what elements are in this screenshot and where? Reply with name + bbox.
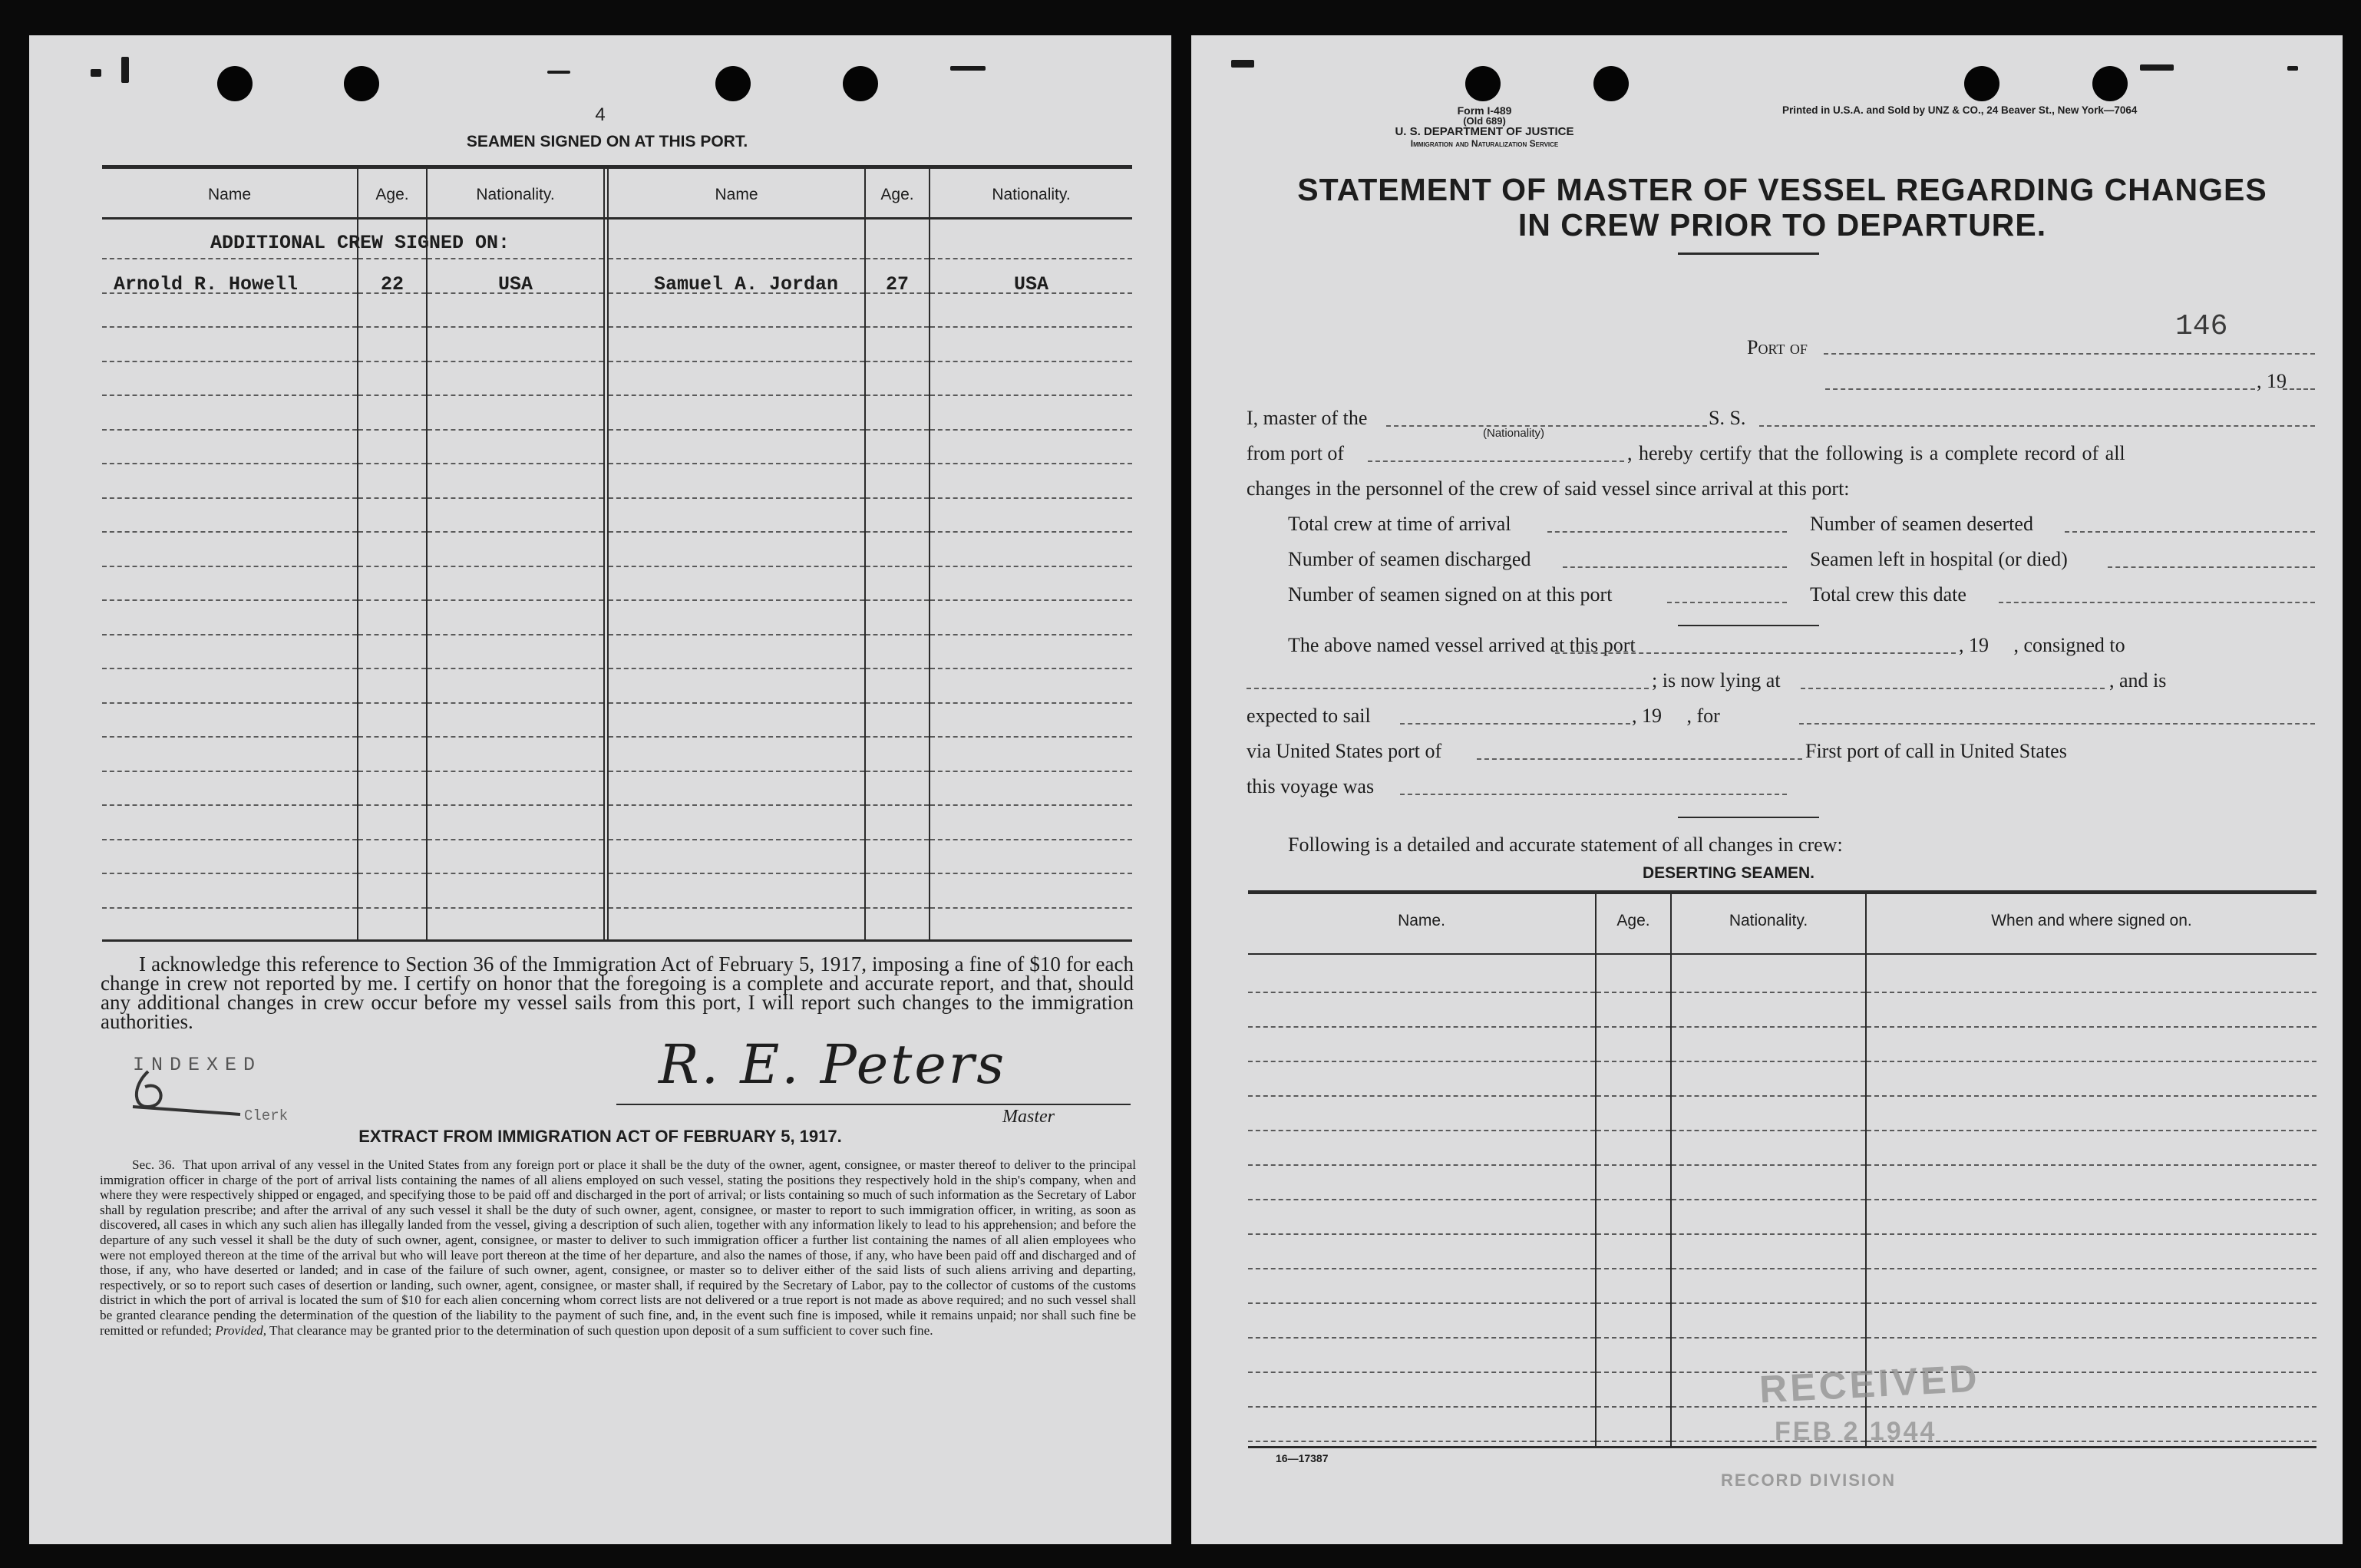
row-line	[930, 599, 1132, 601]
port-of-blank	[1824, 353, 2315, 355]
extract-text	[100, 1157, 1136, 1338]
voyage-underline	[1678, 817, 1819, 818]
row-line	[1672, 1302, 1865, 1304]
row-line	[1672, 1164, 1865, 1166]
row-line	[358, 736, 426, 738]
record-division-stamp: RECORD DIVISION	[1721, 1471, 1897, 1490]
row-line	[1248, 1233, 1595, 1235]
arrived-text: The above named vessel arrived at this port	[1288, 634, 1636, 656]
row-line	[102, 634, 357, 635]
year-blank	[2283, 388, 2315, 390]
row-line	[102, 839, 357, 840]
row-line	[1248, 1164, 1595, 1166]
row-line	[930, 873, 1132, 874]
row-line	[428, 873, 603, 874]
indexed-stamp: INDEXED	[133, 1054, 263, 1076]
port-of-label: Port of	[1747, 336, 1808, 358]
nationality-blank	[1386, 425, 1707, 427]
row-line	[609, 326, 864, 328]
row-line	[1597, 1268, 1670, 1269]
row-line	[1672, 992, 1865, 993]
table-bottom-rule	[102, 939, 1132, 942]
row-line	[358, 804, 426, 806]
row-line	[1248, 1337, 1595, 1339]
row-line	[1248, 1199, 1595, 1200]
scan-speck	[2140, 64, 2174, 71]
row-line	[1248, 1130, 1595, 1131]
row-line	[102, 702, 357, 704]
voyage-text: this voyage was	[1247, 775, 1375, 797]
row-line	[1597, 992, 1670, 993]
printer-note: Printed in U.S.A. and Sold by UNZ & CO., 24 Beaver St., New York—7064	[1782, 104, 2138, 116]
column-header-when-where: When and where signed on.	[1991, 912, 2192, 929]
left-page	[29, 35, 1171, 1544]
nineteen-for: , 19 , for	[1632, 705, 1720, 727]
row-line	[930, 326, 1132, 328]
row-line	[1672, 1026, 1865, 1028]
row-line	[1248, 1268, 1595, 1269]
row-line	[1867, 1337, 2316, 1339]
row-line	[358, 907, 426, 909]
from-port-blank	[1368, 460, 1624, 462]
certify-text: , hereby certify that the following is a complete record of all	[1627, 442, 2125, 464]
column-divider	[603, 167, 605, 941]
row-line	[866, 326, 929, 328]
row-line	[428, 463, 603, 464]
footer-code: 16—17387	[1276, 1452, 1329, 1464]
row-line	[1867, 1164, 2316, 1166]
row-line	[358, 361, 426, 362]
row-line	[930, 702, 1132, 704]
column-divider	[1670, 893, 1672, 1448]
form-number: Form I-489	[1457, 104, 1512, 117]
extract-title: EXTRACT FROM IMMIGRATION ACT OF FEBRUARY 5, 1917.	[358, 1127, 842, 1146]
punch-hole	[1593, 66, 1629, 101]
row-line	[1597, 1095, 1670, 1097]
clerk-initials	[117, 1064, 271, 1117]
row-line	[102, 326, 357, 328]
vessel-name-blank	[1759, 425, 2315, 427]
column-header-nationality: Nationality.	[476, 186, 555, 203]
row-line	[1867, 1406, 2316, 1408]
signature: R. E. Peters	[659, 1033, 1007, 1096]
row-line	[1597, 1406, 1670, 1408]
row-line	[1867, 1268, 2316, 1269]
row-line	[609, 429, 864, 431]
punch-hole	[1964, 66, 1999, 101]
row-line	[930, 736, 1132, 738]
row-line	[358, 873, 426, 874]
seamen-hospital: Seamen left in hospital (or died)	[1810, 548, 2068, 570]
row-line	[428, 668, 603, 669]
punch-hole	[344, 66, 379, 101]
row-line	[1248, 1026, 1595, 1028]
row-line	[609, 361, 864, 362]
row-line	[930, 361, 1132, 362]
column-header-nationality: Nationality.	[1729, 912, 1808, 929]
row-line	[428, 702, 603, 704]
row-line	[428, 531, 603, 533]
old-form-number: (Old 689)	[1463, 115, 1506, 127]
row-line	[1597, 1164, 1670, 1166]
service: Immigration and Naturalization Service	[1410, 138, 1559, 149]
row-line	[930, 634, 1132, 635]
row-line	[358, 463, 426, 464]
row-line	[1867, 1095, 2316, 1097]
crew-age: 27	[885, 273, 909, 295]
row-line	[102, 771, 357, 772]
row-line	[866, 907, 929, 909]
row-line	[358, 497, 426, 499]
row-line	[428, 497, 603, 499]
row-line	[358, 566, 426, 567]
row-line	[102, 394, 357, 396]
voyage-blank	[1400, 794, 1787, 795]
row-line	[358, 771, 426, 772]
row-line	[1867, 1302, 2316, 1304]
row-line	[428, 326, 603, 328]
row-line	[930, 531, 1132, 533]
via-blank	[1477, 758, 1802, 760]
row-line	[358, 839, 426, 840]
form-title-line1: STATEMENT OF MASTER OF VESSEL REGARDING CHANGES	[1297, 172, 2267, 207]
row-line	[1867, 1130, 2316, 1131]
row-line	[930, 771, 1132, 772]
row-line	[428, 361, 603, 362]
row-line	[609, 599, 864, 601]
total-crew-arrival-blank	[1547, 531, 1787, 533]
seamen-deserted-blank	[2065, 531, 2315, 533]
column-header-name: Name	[715, 186, 758, 203]
row-line	[102, 361, 357, 362]
row-line	[866, 497, 929, 499]
row-line	[1597, 1026, 1670, 1028]
row-line	[358, 429, 426, 431]
column-header-age: Age.	[375, 186, 409, 203]
row-line	[1248, 992, 1595, 993]
ss-label: S. S.	[1709, 407, 1746, 429]
scan-speck	[121, 57, 129, 83]
row-line	[358, 634, 426, 635]
row-line	[102, 566, 357, 567]
row-line	[102, 497, 357, 499]
row-line	[930, 258, 1132, 259]
row-line	[358, 258, 426, 259]
master-of-the: I, master of the	[1247, 407, 1368, 429]
form-title-line2: IN CREW PRIOR TO DEPARTURE.	[1517, 207, 2047, 243]
table-header-rule	[102, 217, 1132, 220]
seamen-signed-on-blank	[1667, 602, 1787, 603]
row-line	[1672, 1061, 1865, 1062]
signature-line	[616, 1104, 1131, 1105]
date-blank	[1825, 388, 2255, 390]
row-line	[1597, 1441, 1670, 1442]
row-line	[1597, 1130, 1670, 1131]
via-text: via United States port of	[1247, 740, 1442, 762]
row-line	[866, 394, 929, 396]
row-line	[609, 702, 864, 704]
destination-blank	[1799, 723, 2315, 725]
extract-end: That clearance may be granted prior to the determination of such question upon deposit of a sum sufficient to cover such fine.	[269, 1322, 933, 1338]
row-line	[428, 429, 603, 431]
row-line	[1597, 1199, 1670, 1200]
row-line	[1672, 1199, 1865, 1200]
row-line	[866, 668, 929, 669]
row-line	[1867, 1199, 2316, 1200]
total-crew-date: Total crew this date	[1810, 583, 1966, 606]
row-line	[1597, 1372, 1670, 1373]
row-line	[930, 429, 1132, 431]
first-port-text: First port of call in United States	[1805, 740, 2067, 762]
row-line	[358, 668, 426, 669]
row-line	[1672, 1130, 1865, 1131]
following-text: Following is a detailed and accurate statement of all changes in crew:	[1288, 834, 1843, 856]
row-line	[1867, 1233, 2316, 1235]
row-line	[930, 839, 1132, 840]
row-line	[1597, 1302, 1670, 1304]
row-line	[609, 463, 864, 464]
column-header-name: Name.	[1398, 912, 1445, 929]
row-line	[358, 599, 426, 601]
row-line	[1672, 1337, 1865, 1339]
row-line	[609, 668, 864, 669]
column-header-name: Name	[207, 186, 252, 203]
row-line	[102, 599, 357, 601]
row-line	[428, 394, 603, 396]
row-line	[1867, 992, 2316, 993]
row-line	[866, 566, 929, 567]
row-line	[102, 429, 357, 431]
seamen-discharged: Number of seamen discharged	[1288, 548, 1531, 570]
column-header-age: Age.	[1616, 912, 1650, 929]
row-line	[358, 326, 426, 328]
punch-hole	[2092, 66, 2128, 101]
row-line	[866, 429, 929, 431]
title-underline	[1678, 253, 1819, 255]
scan-speck	[1231, 60, 1254, 68]
punch-hole	[217, 66, 253, 101]
consigned-text: , 19 , consigned to	[1959, 634, 2125, 656]
row-line	[930, 907, 1132, 909]
section-label: Sec. 36.	[132, 1157, 175, 1172]
row-line	[1248, 1095, 1595, 1097]
scan-speck	[547, 71, 570, 74]
row-line	[866, 771, 929, 772]
row-line	[428, 907, 603, 909]
row-line	[609, 258, 864, 259]
punch-hole	[715, 66, 751, 101]
row-line	[930, 463, 1132, 464]
crew-nationality: USA	[1013, 273, 1048, 295]
scan-speck	[950, 66, 986, 71]
row-line	[428, 804, 603, 806]
consignee-blank	[1247, 688, 1649, 689]
row-line	[102, 668, 357, 669]
row-line	[358, 702, 426, 704]
row-line	[102, 531, 357, 533]
row-line	[428, 599, 603, 601]
row-line	[1248, 1302, 1595, 1304]
row-line	[866, 361, 929, 362]
row-line	[1248, 1406, 1595, 1408]
crew-age: 22	[380, 273, 404, 295]
arrived-blank	[1555, 652, 1956, 654]
punch-hole	[843, 66, 878, 101]
row-line	[428, 736, 603, 738]
row-line	[866, 463, 929, 464]
row-line	[609, 804, 864, 806]
row-line	[609, 394, 864, 396]
row-line	[930, 497, 1132, 499]
crew-name: Arnold R. Howell	[114, 273, 299, 295]
column-header-age: Age.	[880, 186, 914, 203]
expected-text: expected to sail	[1247, 705, 1371, 727]
row-line	[1672, 1268, 1865, 1269]
row-line	[609, 771, 864, 772]
sail-date-blank	[1400, 723, 1630, 725]
subheading: ADDITIONAL CREW SIGNED ON:	[210, 232, 510, 254]
row-line	[1672, 1233, 1865, 1235]
master-label: Master	[1002, 1107, 1055, 1127]
page-number: 4	[595, 104, 606, 125]
row-line	[866, 804, 929, 806]
handwritten-number: 146	[2175, 310, 2228, 343]
totals-underline	[1678, 625, 1819, 626]
scan-speck	[2287, 66, 2298, 71]
table-top-rule	[102, 165, 1132, 169]
row-line	[609, 907, 864, 909]
row-line	[102, 804, 357, 806]
row-line	[102, 907, 357, 909]
row-line	[428, 771, 603, 772]
row-line	[358, 531, 426, 533]
row-line	[428, 839, 603, 840]
row-line	[1867, 1026, 2316, 1028]
seamen-deserted: Number of seamen deserted	[1810, 513, 2033, 535]
row-line	[102, 463, 357, 464]
row-line	[1248, 1441, 1595, 1442]
nationality-hint: (Nationality)	[1483, 427, 1545, 440]
punch-hole	[1465, 66, 1501, 101]
table-top-rule	[1248, 890, 2316, 894]
row-line	[1248, 1372, 1595, 1373]
row-line	[609, 873, 864, 874]
row-line	[866, 599, 929, 601]
row-line	[930, 394, 1132, 396]
row-line	[866, 258, 929, 259]
row-line	[609, 497, 864, 499]
row-line	[866, 531, 929, 533]
clerk-stamp: Clerk	[244, 1108, 289, 1124]
right-page	[1191, 35, 2343, 1544]
row-line	[102, 736, 357, 738]
row-line	[1597, 1061, 1670, 1062]
row-line	[930, 668, 1132, 669]
row-line	[866, 634, 929, 635]
row-line	[1597, 1233, 1670, 1235]
table-header-rule	[1248, 953, 2316, 955]
row-line	[609, 839, 864, 840]
department: U. S. DEPARTMENT OF JUSTICE	[1395, 125, 1574, 138]
row-line	[428, 258, 603, 259]
row-line	[866, 702, 929, 704]
changes-text: changes in the personnel of the crew of said vessel since arrival at this port:	[1247, 477, 1850, 500]
total-crew-date-blank	[1999, 602, 2315, 603]
seamen-hospital-blank	[2108, 566, 2315, 568]
row-line	[428, 634, 603, 635]
column-divider	[607, 167, 609, 941]
year-prefix: , 19	[2257, 370, 2287, 392]
row-line	[102, 873, 357, 874]
and-is: , and is	[2109, 669, 2167, 692]
row-line	[1597, 1337, 1670, 1339]
column-divider	[1595, 893, 1597, 1448]
section-title: SEAMEN SIGNED ON AT THIS PORT.	[466, 133, 748, 150]
row-line	[1867, 1061, 2316, 1062]
row-line	[102, 258, 357, 259]
row-line	[609, 566, 864, 567]
crew-nationality: USA	[497, 273, 533, 295]
row-line	[866, 839, 929, 840]
lying-blank	[1801, 688, 2105, 689]
scan-speck	[91, 69, 101, 77]
acknowledgment-text: I acknowledge this reference to Section 36 of the Immigration Act of February 5, 1917, imposing a fine of $10 for each change in crew not reported by me. I certify on honor that the foregoing is a complete and accurate report, and that, should any additional changes in crew occur before my vessel sails from this port, I will report such changes to the immigration authorities.	[101, 952, 1134, 1033]
row-line	[930, 566, 1132, 567]
received-stamp: RECEIVED	[1758, 1356, 1981, 1411]
seamen-signed-on: Number of seamen signed on at this port	[1288, 583, 1613, 606]
provided-label: Provided,	[215, 1322, 267, 1338]
from-port-of: from port of	[1247, 442, 1345, 464]
seamen-discharged-blank	[1563, 566, 1787, 568]
row-line	[358, 394, 426, 396]
row-line	[428, 566, 603, 567]
row-line	[930, 804, 1132, 806]
row-line	[866, 736, 929, 738]
column-header-nationality: Nationality.	[992, 186, 1071, 203]
row-line	[866, 873, 929, 874]
row-line	[1248, 1061, 1595, 1062]
extract-body: That upon arrival of any vessel in the United States from any foreign port or place it shall be the duty of the owner, agent, consignee, or master thereof to deliver to the principal immigration officer in charge of the port of arrival lists containing the names of all aliens employed on such vessel, stating the positions they respectively hold in the ship's company, when and where they were respectively shipped or engaged, and specifying those to be paid off and discharged in the port of arrival; or lists containing so much of such information as the Secretary of Labor shall by regulation prescribe; and after the arrival of any such vessel it shall be the duty of such owner, agent, consignee, or master to report to such immigration officer, in writing, as soon as discovered, all cases in which any such alien has illegally landed from the vessel, giving a description of such alien, together with any information likely to lead to his apprehension; and before the departure of any such vessel it shall be the duty of such owner, agent, consignee, or master to deliver to such immigration officer a further list containing the names of all alien employees who were not employed thereon at the time of the arrival but who will leave port thereon at the time of her departure, and also the names of those, if any, who have been paid off and discharged and of those, if any, who have deserted or landed; and in case of the failure of such owner, agent, consignee, or master so to deliver either of the said lists of such aliens arriving and departing, respectively, or so to report such cases of desertion or landing, such owner, agent, consignee, or master shall, if required by the Secretary of Labor, pay to the collector of customs of the customs district in which the port of arrival is located the sum of $10 for each alien concerning whom correct lists are not delivered or a true report is not made as above required; and no such vessel shall be granted clearance pending the determination of the question of the liability to the payment of such fine, and, in the event such fine is imposed, while it remains unpaid; nor shall such fine be remitted or refunded;	[100, 1157, 1137, 1338]
row-line	[609, 634, 864, 635]
row-line	[609, 531, 864, 533]
total-crew-arrival: Total crew at time of arrival	[1288, 513, 1511, 535]
deserting-title: DESERTING SEAMEN.	[1642, 864, 1815, 882]
received-date-stamp: FEB 2 1944	[1775, 1417, 1937, 1446]
lying-text: ; is now lying at	[1652, 669, 1781, 692]
row-line	[609, 736, 864, 738]
crew-name: Samuel A. Jordan	[654, 273, 839, 295]
row-line	[1672, 1095, 1865, 1097]
